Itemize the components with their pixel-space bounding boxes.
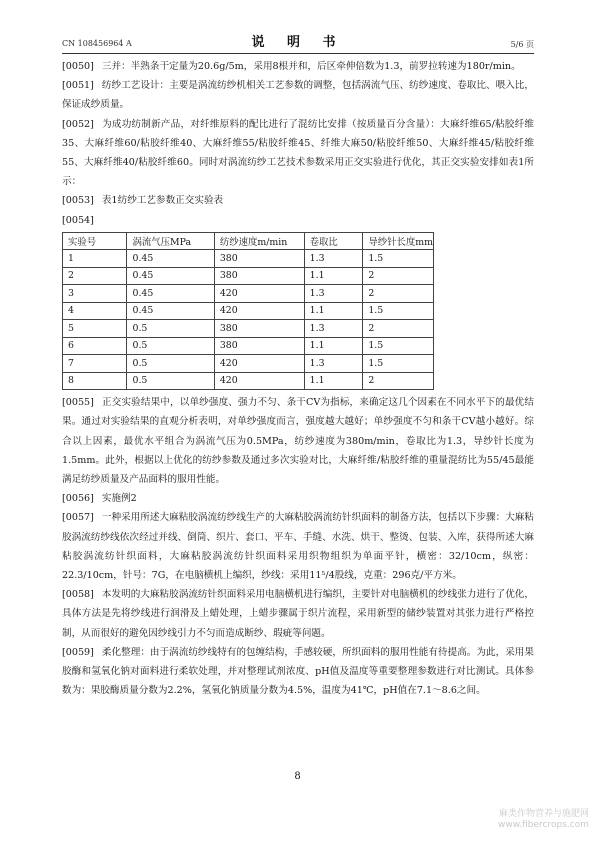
paragraph-0059 [62, 643, 534, 701]
table-cell: 420 [214, 355, 304, 373]
paragraph-text: 正交实验结果中，以单纱强度、强力不匀、条干CV为指标，来确定这几个因素在不同水平下的最优结果。通过对实验结果的直观分析表明，对单纱强度而言，强度越大越好；单纱强度不匀和条干CV越小越好。综合以上因素，最优水平组合为涡流气压为0.5MPa，纺纱速度为380m/min，卷取比为1.3，导纱针长度为1.5mm。此外，根据以上优化的纺纱参数及通过多次实验对比，大麻纤维/粘胶纤维的重量混纺比为55/45最能满足纺纱质量及产品面料的服用性能。 [62, 397, 534, 485]
table-cell: 380 [214, 267, 304, 285]
table-cell: 0.45 [127, 285, 214, 303]
table-row [63, 372, 434, 390]
table-row [63, 355, 434, 373]
section-heading: 实施例2 [101, 493, 137, 505]
table-cell: 0.45 [127, 250, 214, 268]
table-cell: 0.45 [127, 302, 214, 320]
paragraph-tag: [0053] [62, 195, 94, 207]
paragraph-text: 柔化整理：由于涡流纺纱线特有的包缠结构，手感较硬，所织面料的服用性能有待提高。为此，采用果胶酶和氢氧化钠对面料进行柔软处理，并对整理试剂浓度、pH值及温度等重要整理参数进行对比测试。具体参数为：果胶酶质量分数为2.2%，氢氧化钠质量分数为4.5%，温度为41℃，pH值在7.1～8.6之间。 [62, 646, 534, 697]
table-cell: 2 [63, 267, 127, 285]
paragraph-0057 [62, 508, 534, 585]
paragraph-text: 为成功纺制新产品，对纤维原料的配比进行了混纺比安排（按质量百分含量）：大麻纤维65/粘胶纤维35、大麻纤维60/粘胶纤维40、大麻纤维55/粘胶纤维45、纤维大麻50/粘胶纤维50、大麻纤维45/粘胶纤维55、大麻纤维40/粘胶纤维60。同时对涡流纺纱工艺技术参数采用正交实验进行优化，其正交实验安排如表1所示： [62, 118, 534, 188]
table-cell: 1.3 [304, 355, 363, 373]
paragraph-text: 本发明的大麻粘胶涡流纺针织面料采用电脑横机进行编织，主要针对电脑横机的纱线张力进行了优化，具体方法是先将纱线进行润滑及上蜡处理，上蜡步骤属于织片流程，采用新型的储纱装置对其张力进行严格控制，从而很好的避免因纱线引力不匀而造成断纱、瑕疵等问题。 [62, 589, 534, 639]
column-header: 卷取比 [304, 232, 363, 250]
publication-number: CN 108456964 A [62, 39, 132, 48]
paragraph-0055 [62, 393, 534, 489]
table-caption: 表1纺纱工艺参数正交实验表 [101, 195, 224, 207]
table-row [63, 250, 434, 268]
paragraph-0054 [62, 211, 534, 230]
table-cell: 380 [214, 250, 304, 268]
table-cell: 3 [63, 285, 127, 303]
table-cell: 1.1 [304, 337, 363, 355]
column-header: 纺纱速度m/min [214, 232, 304, 250]
paragraph-text: 纺纱工艺设计：主要是涡流纺纱机相关工艺参数的调整，包括涡流气压、纺纱速度、卷取比、喂入比，保证成纱质量。 [62, 80, 534, 111]
paragraph-0052 [62, 115, 534, 192]
table-cell: 4 [63, 302, 127, 320]
table-cell: 380 [214, 337, 304, 355]
paragraph-tag: [0059] [62, 646, 94, 658]
paragraph-text: 三并：半熟条干定量为20.6g/5m，采用8根并和，后区牵伸倍数为1.3，前罗拉转速为180r/min。 [101, 61, 521, 72]
table-cell: 2 [363, 285, 434, 303]
table-row [63, 267, 434, 285]
paragraph-0058 [62, 585, 534, 643]
table-cell: 1.3 [304, 285, 363, 303]
table-cell: 5 [63, 320, 127, 338]
site-watermark [498, 809, 589, 831]
paragraph-0053 [62, 191, 534, 210]
header-divider [62, 53, 534, 54]
paragraph-0050 [62, 57, 534, 76]
paragraph-tag: [0054] [62, 214, 94, 226]
table-cell: 1.1 [304, 302, 363, 320]
table-cell: 1 [63, 250, 127, 268]
table-row [63, 337, 434, 355]
page-number: 8 [294, 771, 301, 782]
paragraph-0051 [62, 76, 534, 114]
table-header-row [63, 232, 434, 250]
paragraph-tag: [0050] [62, 61, 94, 72]
table-cell: 2 [363, 320, 434, 338]
document-body [62, 57, 534, 700]
page-header [62, 30, 534, 50]
table-cell: 1.5 [363, 355, 434, 373]
column-header: 导纱针长度mm [363, 232, 434, 250]
paragraph-text: 一种采用所述大麻粘胶涡流纺纱线生产的大麻粘胶涡流纺针织面料的制备方法，包括以下步骤：大麻粘胶涡流纺纱线依次经过并线、倒筒、织片、套口、平车、手缝、水洗、烘干、整烫、包装、入库，获得所述大麻粘胶涡流纺针织面料，大麻粘胶涡流纺针织面料采用织物组织为单面平针，横密：32/10cm，纵密：22.3/10cm，针号：7G，在电脑横机上编织，纱线：采用11⁵/4股线，克重：296克/平方米。 [62, 512, 534, 581]
table-cell: 420 [214, 302, 304, 320]
orthogonal-experiment-table [62, 232, 434, 391]
table-cell: 0.5 [127, 372, 214, 390]
paragraph-tag: [0052] [62, 118, 94, 130]
table-cell: 420 [214, 372, 304, 390]
table-cell: 1.3 [304, 250, 363, 268]
table-cell: 2 [363, 372, 434, 390]
column-header: 实验号 [63, 232, 127, 250]
paragraph-tag: [0057] [62, 512, 94, 524]
table-cell: 1.5 [363, 250, 434, 268]
page-indicator: 5/6 页 [510, 40, 534, 49]
paragraph-tag: [0058] [62, 589, 94, 601]
watermark-line2: www.fibercrops.com [498, 820, 589, 830]
table-cell: 0.5 [127, 337, 214, 355]
table-cell: 0.5 [127, 320, 214, 338]
document-title: 说 明 书 [251, 35, 345, 50]
table-cell: 1.3 [304, 320, 363, 338]
table-cell: 1.5 [363, 302, 434, 320]
table-cell: 0.5 [127, 355, 214, 373]
table-cell: 8 [63, 372, 127, 390]
table-cell: 1.5 [363, 337, 434, 355]
table-cell: 6 [63, 337, 127, 355]
paragraph-0056 [62, 489, 534, 508]
table-cell: 1.1 [304, 372, 363, 390]
paragraph-tag: [0056] [62, 493, 94, 505]
table-cell: 7 [63, 355, 127, 373]
table-cell: 1.1 [304, 267, 363, 285]
table-row [63, 285, 434, 303]
table-cell: 420 [214, 285, 304, 303]
table-row [63, 320, 434, 338]
table-cell: 0.45 [127, 267, 214, 285]
column-header: 涡流气压MPa [127, 232, 214, 250]
paragraph-tag: [0055] [62, 397, 94, 409]
watermark-line1: 麻类作物营养与施肥网 [498, 809, 589, 819]
table-row [63, 302, 434, 320]
paragraph-tag: [0051] [62, 80, 94, 92]
table-cell: 2 [363, 267, 434, 285]
table-cell: 380 [214, 320, 304, 338]
